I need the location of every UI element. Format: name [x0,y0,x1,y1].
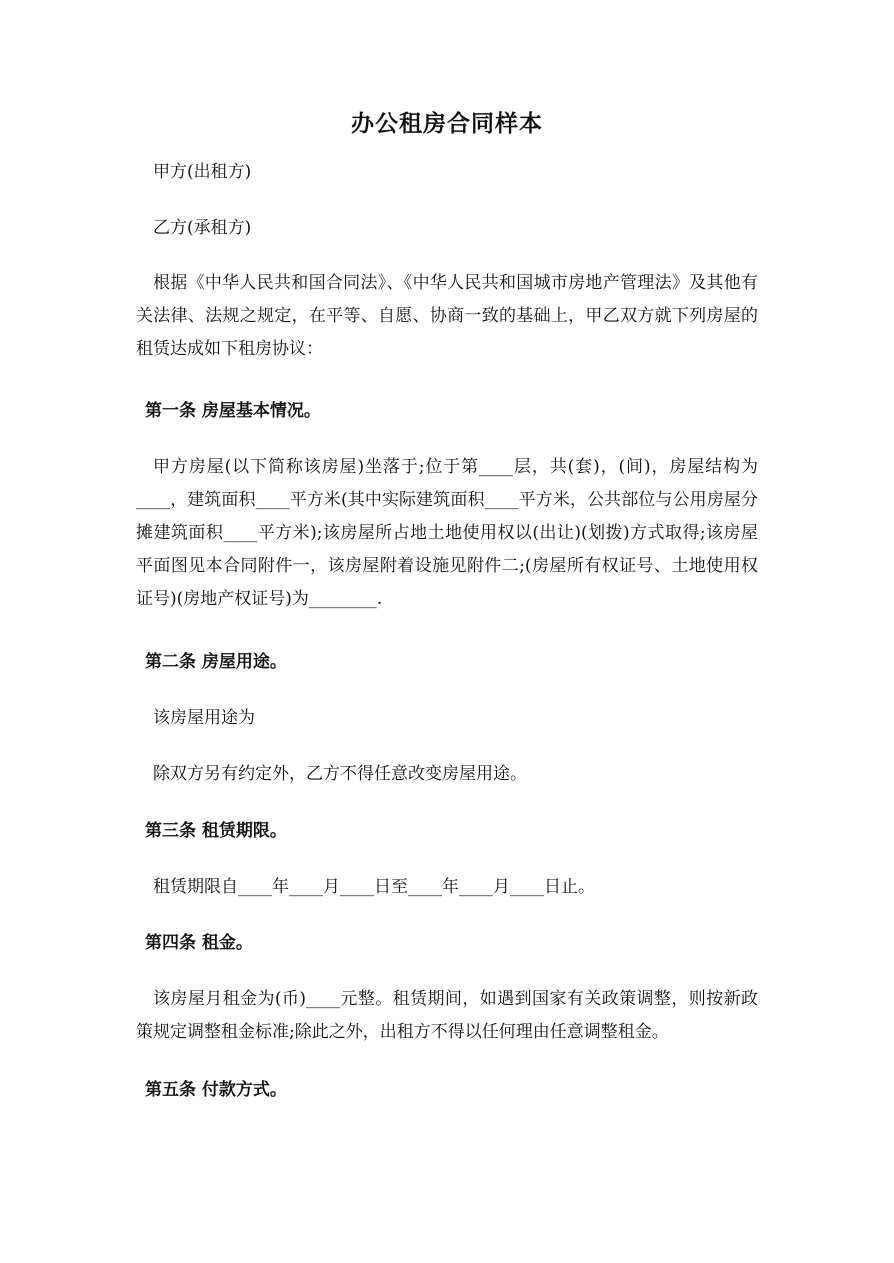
section-2-paragraph-2: 除双方另有约定外，乙方不得任意改变房屋用途。 [153,764,527,784]
section-5-heading: 第五条 付款方式。 [145,1080,287,1100]
section-1-heading: 第一条 房屋基本情况。 [145,401,321,421]
section-3-paragraph: 租赁期限自____年____月____日至____年____月____日止。 [153,877,595,897]
section-4-paragraph: 该房屋月租金为(币)____元整。租赁期间，如遇到国家有关政策调整，则按新政策规定调整租金标准;除此之外，出租方不得以任何理由任意调整租金。 [136,989,758,1042]
party-a-line: 甲方(出租方) [153,162,252,182]
document-title: 办公租房合同样本 [351,110,543,137]
section-2-heading: 第二条 房屋用途。 [145,652,287,672]
party-b-line: 乙方(承租方) [153,218,252,238]
section-2-paragraph-1: 该房屋用途为 [153,708,255,728]
section-1-paragraph: 甲方房屋(以下简称该房屋)坐落于;位于第____层，共(套)，(间)，房屋结构为____，建筑面积____平方米(其中实际建筑面积____平方米，公共部位与公用房屋分摊建筑面积____平方米);该房屋所占地土地使用权以(出让)(划拨)方式取得;该房屋平面图见本合同附件一，该房屋附着设施见附件二;(房屋所有权证号、土地使用权证号)(房地产权证号)为________. [136,457,758,609]
section-4-heading: 第四条 租金。 [145,933,253,953]
section-3-heading: 第三条 租赁期限。 [145,821,287,841]
preamble-paragraph: 根据《中华人民共和国合同法》、《中华人民共和国城市房地产管理法》及其他有关法律、法规之规定，在平等、自愿、协商一致的基础上，甲乙双方就下列房屋的租赁达成如下租房协议： [136,273,758,359]
